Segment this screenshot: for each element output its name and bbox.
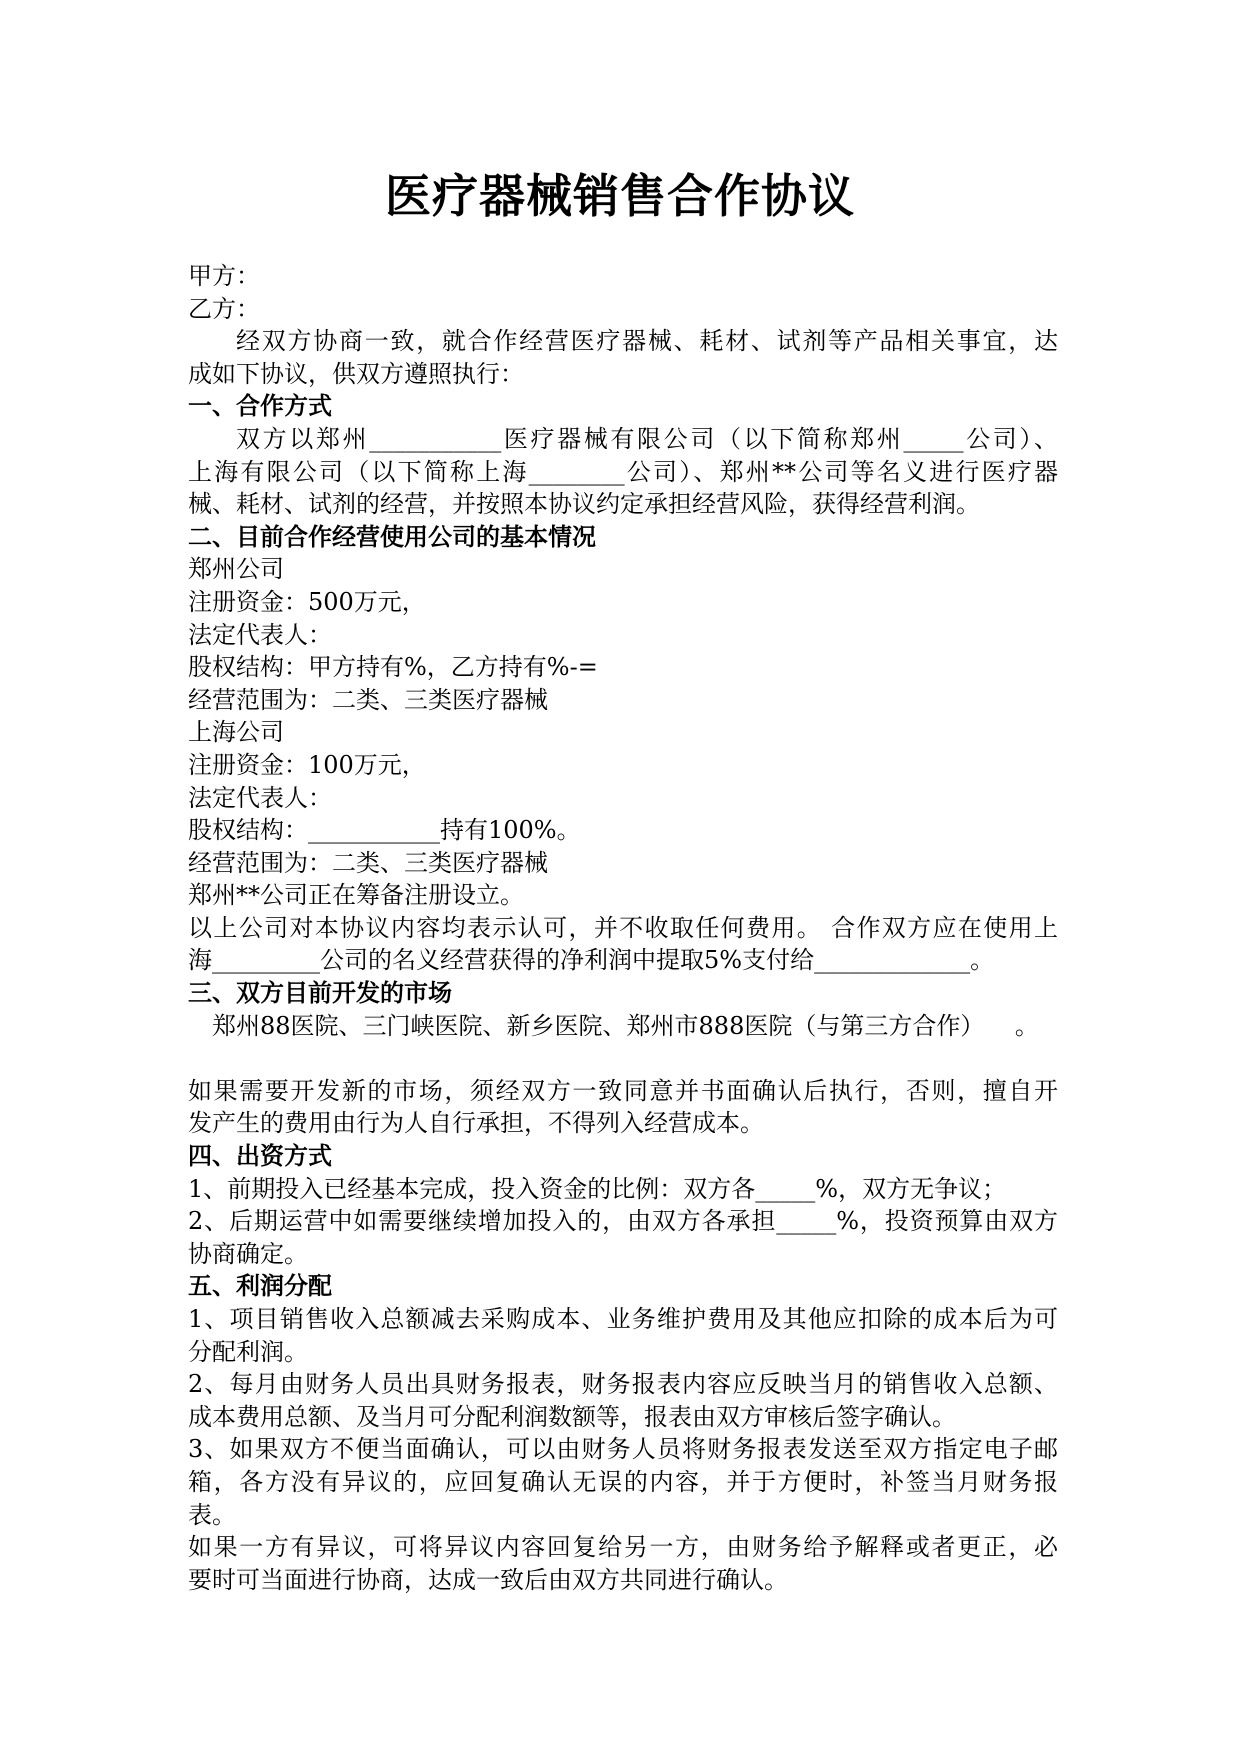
paragraph-line: 如果需要开发新的市场，须经双方一致同意并书面确认后执行，否则，擅自开 [188, 1076, 1058, 1105]
paragraph-line: 2、每月由财务人员出具财务报表，财务报表内容应反映当月的销售收入总额、 [188, 1370, 1058, 1399]
paragraph-line: 法定代表人： [188, 620, 332, 649]
paragraph-line: 1、项目销售收入总额减去采购成本、业务维护费用及其他应扣除的成本后为可 [188, 1305, 1058, 1333]
paragraph-line: 1、前期投入已经基本完成，投入资金的比例：双方各_____%，双方无争议； [188, 1174, 1007, 1203]
paragraph-line: 3、如果双方不便当面确认，可以由财务人员将财务报表发送至双方指定电子邮 [188, 1435, 1058, 1464]
paragraph-line: 分配利润。 [188, 1337, 308, 1366]
paragraph-line: 甲方： [188, 262, 260, 290]
paragraph-line: 成本费用总额、及当月可分配利润数额等，报表由双方审核后签字确认。 [188, 1402, 956, 1431]
paragraph-line: 成如下协议，供双方遵照执行： [188, 359, 524, 388]
blank-line [188, 1042, 1058, 1075]
section-heading: 二、目前合作经营使用公司的基本情况 [188, 522, 596, 551]
paragraph-line: 经营范围为：二类、三类医疗器械 [188, 848, 548, 877]
document-title: 医疗器械销售合作协议 [385, 169, 855, 223]
section-heading: 五、利润分配 [188, 1272, 332, 1301]
paragraph-line: 经双方协商一致，就合作经营医疗器械、耗材、试剂等产品相关事宜，达 [236, 327, 1058, 356]
paragraph-line: 2、后期运营中如需要继续增加投入的，由双方各承担_____%，投资预算由双方 [188, 1207, 1058, 1236]
paragraph-line: 上海有限公司（以下简称上海________公司）、郑州**公司等名义进行医疗器 [188, 457, 1058, 486]
paragraph-line: 股权结构：甲方持有%，乙方持有%-= [188, 653, 598, 682]
paragraph-line: 以上公司对本协议内容均表示认可，并不收取任何费用。 合作双方应在使用上 [188, 913, 1058, 942]
paragraph-line: 双方以郑州___________医疗器械有限公司（以下简称郑州_____公司）、 [236, 424, 1058, 453]
paragraph-line: 械、耗材、试剂的经营，并按照本协议约定承担经营风险，获得经营利润。 [188, 490, 980, 519]
paragraph-line: 如果一方有异议，可将异议内容回复给另一方，由财务给予解释或者更正，必 [188, 1533, 1058, 1562]
section-heading: 四、出资方式 [188, 1142, 332, 1171]
paragraph-line: 注册资金：500万元， [188, 587, 426, 616]
paragraph-line: 乙方： [188, 294, 260, 323]
paragraph-line: 郑州公司 [188, 555, 284, 584]
paragraph-line: 郑州88医院、三门峡医院、新乡医院、郑州市888医院（与第三方合作） 。 [212, 1011, 1039, 1040]
paragraph-line: 要时可当面进行协商，达成一致后由双方共同进行确认。 [188, 1565, 788, 1594]
section-heading: 三、双方目前开发的市场 [188, 979, 452, 1008]
section-heading: 一、合作方式 [188, 392, 332, 421]
paragraph-line: 发产生的费用由行为人自行承担，不得列入经营成本。 [188, 1109, 764, 1138]
paragraph-line: 股权结构：___________持有100%。 [188, 816, 581, 845]
paragraph-line: 表。 [188, 1500, 236, 1529]
paragraph-line: 注册资金：100万元， [188, 750, 426, 779]
paragraph-line: 协商确定。 [188, 1239, 308, 1268]
document-body [188, 260, 1058, 1596]
paragraph-line: 上海公司 [188, 718, 284, 747]
paragraph-line: 经营范围为：二类、三类医疗器械 [188, 685, 548, 714]
paragraph-line: 海_________公司的名义经营获得的净利润中提取5%支付给_____________。 [188, 946, 995, 975]
paragraph-line: 箱，各方没有异议的，应回复确认无误的内容，并于方便时，补签当月财务报 [188, 1467, 1058, 1496]
paragraph-line: 法定代表人： [188, 783, 332, 812]
paragraph-line: 郑州**公司正在筹备注册设立。 [188, 881, 524, 910]
